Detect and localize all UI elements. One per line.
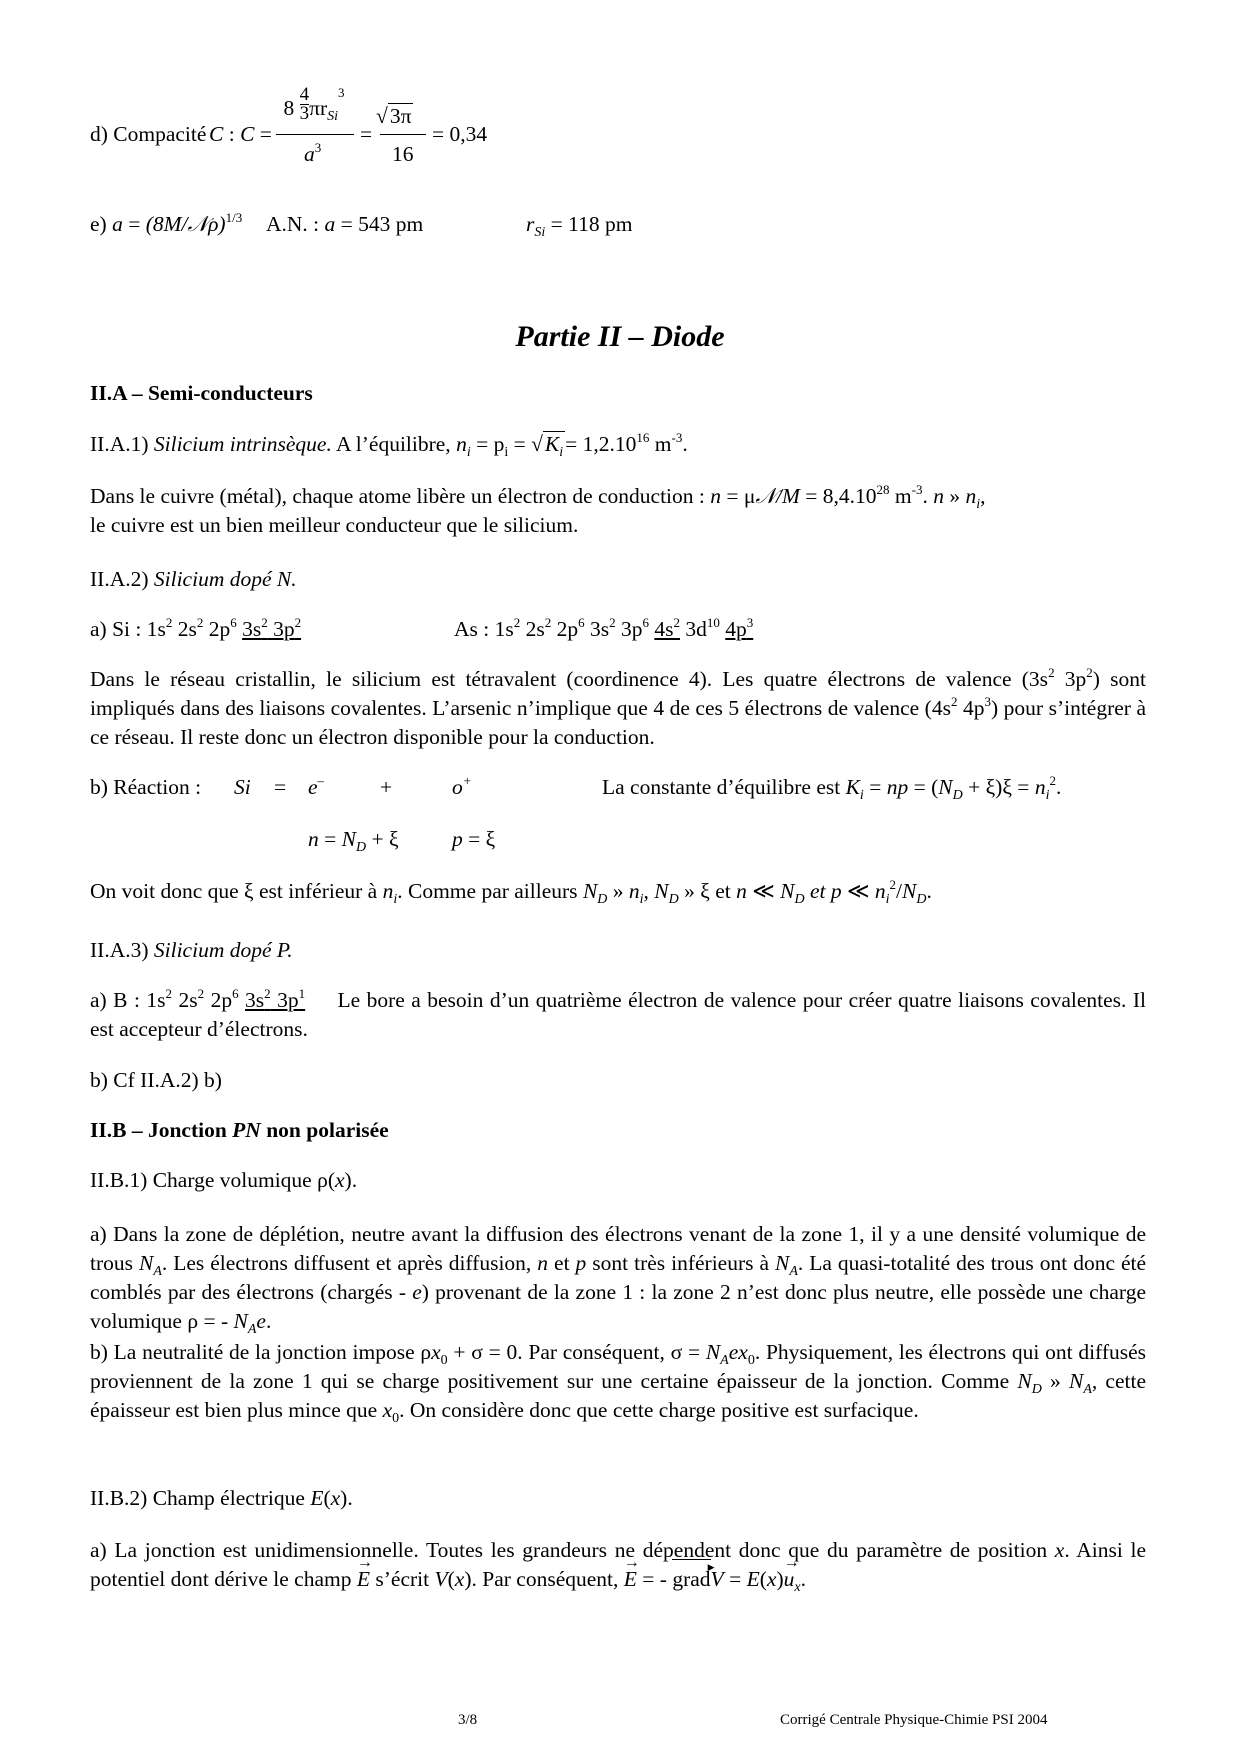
q-a1-line: II.A.1) Silicium intrinsèque. A l’équilibre, $n_i = p_i = √K_i= 1,2.10^{16}$ $m^{-3}$. bbox=[90, 430, 688, 460]
lattice-parameter-line: e) a = (8M/𝒩ρ)$^{1/3}$ A.N. : a = 543 pm $r_{Si} = 118$ pm bbox=[90, 210, 633, 240]
e-vector-symbol: → E bbox=[357, 1565, 370, 1594]
q-a2-line: II.A.2) Silicium dopé N. bbox=[90, 567, 297, 591]
part-title: Partie II – Diode bbox=[515, 320, 725, 353]
section-a-heading: II.A – Semi-conducteurs bbox=[90, 381, 313, 405]
page-number: 3/8 bbox=[458, 1712, 478, 1728]
document-page: d) Compacité C : C = 8 $\frac{4}{3}$ $\pi r_{Si}^3$ $a^3$ = √3π 16 = 0,34 e) a = (8M/𝒩ρ)$^{1/3}$ A.N. : a = 543 pm $r_{Si} = 118$ pm Partie II – Diode II.A – Semi-conducteurs II.A.1) Silicium intrinsèque. A l’équilibre, $n_i = p_i = √K_i= 1,2.10^{16}$ $m^{-3}$. Dans le cuivre (métal), chaque atome libère un électron de conduction : n = μ𝒩/M = $8,4.10^{28}$ $m^{-3}$. n » $n_i$, le cuivre est un bien meilleur conducteur que le silicium. II.A.2) Silicium dopé N. a) Si : $1s^2$ $2s^2$ $2p^6$ $3s^2$ $3p^2$ As : $1s^2$ $2s^2$ $2p^6$ $3s^2$ $3p^6$ $4s^2$ $3d^{10}$ $4p^3$ Dans le réseau cristallin, le silicium est tétravalent (coordinence 4). Les quatre électrons de valence ($3s^2$ $3p^2$) sont impliqués dans des liaisons covalentes. L’arsenic n’implique que 4 de ces 5 électrons de valence ($4s^2$ $4p^3$) pour s’intégrer à ce réseau. Il reste donc un électron disponible pour la conduction. b) Réaction : Si = e– + o+ La constante d’équilibre est $K_i$ = np = $(N_D + \xi)\xi = n_i^2$. $n = N_D + \xi$ p = ξ On voit donc que ξ est inférieur à $n_i$. Comme par ailleurs $N_D$ » $n_i$, $N_D$ » ξ et n ≪ $N_D$ et p ≪ $n_i^2/N_D$. II.A.3) Silicium dopé P. a) B : $1s^2$ $2s^2$ $2p^6$ $3s^2$ $3p^1$ Le bore a besoin d’un quatrième électron de valence pour créer quatre liaisons covalentes. Il est accepteur d’électrons. b) Cf II.A.2) b) II.B – Jonction PN non polarisée II.B.1) Charge volumique ρ(x). a) Dans la zone de déplétion, neutre avant la diffusion des électrons venant de la zone 1, il y a une densité volumique de trous $N_A$. Les électrons diffusent et après diffusion, n et p sont très inférieurs à $N_A$. La quasi-totalité des trous ont donc été comblés par des électrons (chargés - e) provenant de la zone 1 : la zone 2 n’est donc plus neutre, elle possède une charge volumique ρ = - $N_Ae$. b) La neutralité de la jonction impose $\rho x_0 + \sigma = 0$. Par conséquent, $\sigma = N_Aex_0$. Physiquement, les électrons qui ont diffusés proviennent de la zone 1 qui se charge positivement sur une certaine épaisseur de la jonction. Comme $N_D$ » $N_A$, cette épaisseur est bien plus mince que $x_0$. On considère donc que cette charge positive est surfacique. II.B.2) Champ électrique E(x). a) La jonction est unidimensionnelle. Toutes les grandeurs ne dépendent donc que du paramètre de position x. Ainsi le potentiel dont dérive le champ → E s’écrit V(x). Par conséquent, → E = - grad ▶V = $E(x)\to u_x$. 3/8 Corrigé Centrale Physique-Chimie PSI 2004 bbox=[0, 0, 1240, 1754]
q-b1-line: II.B.1) Charge volumique ρ(x). bbox=[90, 1168, 358, 1192]
grad-operator: grad ▶ bbox=[672, 1565, 710, 1594]
valence-paragraph: Dans le réseau cristallin, le silicium est tétravalent (coordinence 4). Les quatre électrons de valence ($3s^2$ $3p^2$) sont impliqués dans des liaisons covalentes. L’arsenic n’implique que 4 de ces 5 électrons de valence ($4s^2$ $4p^3$) pour s’intégrer à ce réseau. Il reste donc un électron disponible pour la conduction. bbox=[90, 665, 1147, 749]
bore-paragraph: a) B : $1s^2$ $2s^2$ $2p^6$ $3s^2$ $3p^1$ Le bore a besoin d’un quatrième électron de valence pour créer quatre liaisons covalentes. Il est accepteur d’électrons. bbox=[90, 986, 1147, 1041]
depletion-paragraph: a) Dans la zone de déplétion, neutre avant la diffusion des électrons venant de la zone 1, il y a une densité volumique de trous $N_A$. Les électrons diffusent et après diffusion, n et p sont très inférieurs à $N_A$. La quasi-totalité des trous ont donc été comblés par des électrons (chargés - e) provenant de la zone 1 : la zone 2 n’est donc plus neutre, elle possède une charge volumique ρ = - $N_Ae$. bbox=[90, 1222, 1147, 1337]
cuivre-paragraph: Dans le cuivre (métal), chaque atome libère un électron de conduction : n = μ𝒩/M = $8,4.10^{28}$ $m^{-3}$. n » $n_i$, le cuivre est un bien meilleur conducteur que le silicium. bbox=[90, 482, 986, 537]
compacite-label: d) Compacité bbox=[90, 122, 207, 146]
electron-config-line: a) Si : $1s^2$ $2s^2$ $2p^6$ $3s^2$ $3p^2$ As : $1s^2$ $2s^2$ $2p^6$ $3s^2$ $3p^6$ $4s^2$ $3d^{10}$ $4p^3$ bbox=[90, 615, 754, 641]
q-b2-line: II.B.2) Champ électrique E(x). bbox=[90, 1486, 353, 1510]
neutrality-paragraph: b) La neutralité de la jonction impose $\rho x_0 + \sigma = 0$. Par conséquent, $\sigma = N_Aex_0$. Physiquement, les électrons qui ont diffusés proviennent de la zone 1 qui se charge positivement sur une certaine épaisseur de la jonction. Comme $N_D$ » $N_A$, cette épaisseur est bien plus mince que $x_0$. On considère donc que cette charge positive est surfacique. bbox=[90, 1340, 1147, 1426]
field-paragraph: a) La jonction est unidimensionnelle. Toutes les grandeurs ne dépendent donc que du paramètre de position x. Ainsi le potentiel dont dérive le champ → E s’écrit V(x). Par conséquent, → E = - grad ▶V = $E(x)\to u_x$. bbox=[90, 1536, 1146, 1594]
cf-line: b) Cf II.A.2) b) bbox=[90, 1068, 222, 1092]
document-source: Corrigé Centrale Physique-Chimie PSI 2004 bbox=[780, 1712, 1048, 1728]
sqrt-3pi: √3π bbox=[376, 104, 412, 128]
q-a3-line: II.A.3) Silicium dopé P. bbox=[90, 938, 293, 962]
conclusion-line: On voit donc que ξ est inférieur à $n_i$. Comme par ailleurs $N_D$ » $n_i$, $N_D$ » ξ et n ≪ $N_D$ et p ≪ $n_i^2/N_D$. bbox=[90, 877, 932, 907]
compacite-numerator: 8 $\frac{4}{3}$ $\pi r_{Si}^3$ bbox=[283, 84, 345, 125]
section-b-heading: II.B – Jonction PN non polarisée bbox=[90, 1118, 389, 1142]
reaction-line: b) Réaction : Si = e– + o+ La constante d’équilibre est $K_i$ = np = $(N_D + \xi)\xi = n_i^2$. bbox=[90, 773, 1062, 803]
